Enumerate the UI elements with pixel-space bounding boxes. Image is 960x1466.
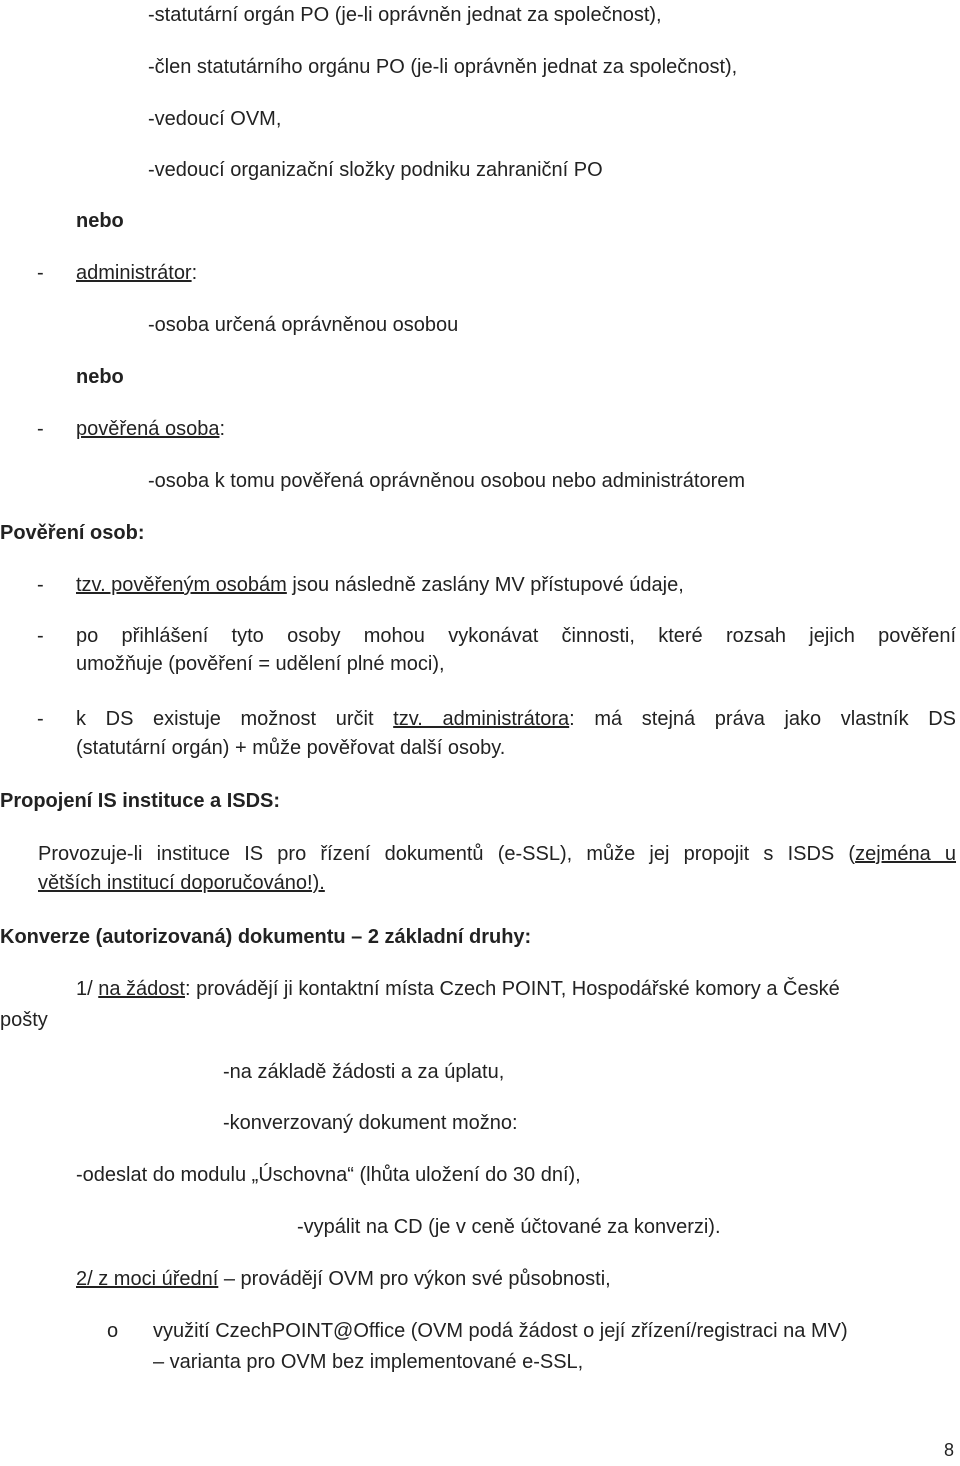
delegation-item-3-pre: k DS existuje možnost určit bbox=[76, 708, 394, 730]
integration-line-2: větších institucí doporučováno!). bbox=[38, 872, 325, 894]
delegated-persons-term: tzv. pověřeným osobám bbox=[76, 574, 287, 596]
conversion-bullet-line-1: využití CzechPOINT@Office (OVM podá žádost o její zřízení/registraci na MV) bbox=[153, 1320, 848, 1342]
delegation-item-2-line-2: umožňuje (pověření = udělení plné moci), bbox=[76, 653, 445, 675]
list-dash: - bbox=[37, 625, 44, 647]
delegate-item bbox=[76, 417, 225, 441]
statutory-item-3: -vedoucí OVM, bbox=[148, 108, 282, 130]
delegation-heading: Pověření osob: bbox=[0, 522, 145, 544]
admin-label: administrátor bbox=[76, 262, 192, 284]
integration-line-1 bbox=[38, 842, 956, 866]
delegation-item-2-line-1 bbox=[76, 624, 956, 648]
point-1-text: : provádějí ji kontaktní místa Czech POINT, Hospodářské komory a České bbox=[184, 978, 840, 1000]
delegation-item-3-line-1 bbox=[76, 707, 956, 731]
list-dash: - bbox=[37, 418, 44, 440]
list-dash: - bbox=[37, 708, 44, 730]
admin-description: -osoba určená oprávněnou osobou bbox=[148, 314, 459, 336]
conversion-heading: Konverze (autorizovaná) dokumentu – 2 základní druhy: bbox=[0, 926, 532, 948]
statutory-item-4: -vedoucí organizační složky podniku zahraniční PO bbox=[148, 159, 603, 181]
delegation-item-1 bbox=[76, 573, 684, 597]
conversion-point-1 bbox=[76, 977, 840, 1001]
delegate-colon: : bbox=[219, 418, 226, 440]
nebo-label: nebo bbox=[76, 366, 124, 388]
conversion-sub-1: -na základě žádosti a za úplatu, bbox=[223, 1061, 505, 1083]
conversion-sub-3: -odeslat do modulu „Úschovna“ (lhůta uložení do 30 dní), bbox=[76, 1164, 581, 1186]
statutory-item-1: -statutární orgán PO (je-li oprávněn jednat za společnost), bbox=[148, 4, 662, 26]
on-request-term: na žádost bbox=[98, 978, 185, 1000]
conversion-point-1-line-2: pošty bbox=[0, 1009, 48, 1031]
delegate-label: pověřená osoba bbox=[76, 418, 220, 440]
integration-emphasis-1: zejména u bbox=[855, 843, 957, 865]
point-1-number: 1/ bbox=[76, 978, 99, 1000]
list-dash: - bbox=[37, 574, 44, 596]
conversion-point-2 bbox=[76, 1267, 611, 1291]
conversion-sub-2: -konverzovaný dokument možno: bbox=[223, 1112, 518, 1134]
point-2-text: – provádějí OVM pro výkon své působnosti, bbox=[218, 1268, 611, 1290]
delegation-item-2-text: po přihlášení tyto osoby mohou vykonávat činnosti, které rozsah jejich pověření bbox=[76, 625, 956, 647]
bullet-o: o bbox=[107, 1320, 119, 1342]
nebo-label: nebo bbox=[76, 210, 124, 232]
administrator-term: tzv. administrátora bbox=[393, 708, 570, 730]
conversion-sub-4: -vypálit na CD (je v ceně účtované za konverzi). bbox=[297, 1216, 721, 1238]
ex-officio-term: 2/ z moci úřední bbox=[76, 1268, 219, 1290]
integration-text: Provozuje-li instituce IS pro řízení dokumentů (e-SSL), může jej propojit s ISDS ( bbox=[38, 843, 856, 865]
delegation-item-1-text: jsou následně zaslány MV přístupové údaje, bbox=[286, 574, 684, 596]
page-number: 8 bbox=[944, 1440, 955, 1460]
list-dash: - bbox=[37, 262, 44, 284]
admin-item bbox=[76, 261, 197, 285]
admin-colon: : bbox=[191, 262, 198, 284]
delegate-description: -osoba k tomu pověřená oprávněnou osobou nebo administrátorem bbox=[148, 470, 746, 492]
delegation-item-3-post: : má stejná práva jako vlastník DS bbox=[569, 708, 957, 730]
integration-heading: Propojení IS instituce a ISDS: bbox=[0, 790, 281, 812]
delegation-item-3-line-2: (statutární orgán) + může pověřovat další osoby. bbox=[76, 737, 506, 759]
statutory-item-2: -člen statutárního orgánu PO (je-li oprávněn jednat za společnost), bbox=[148, 56, 738, 78]
conversion-bullet-line-2: – varianta pro OVM bez implementované e-SSL, bbox=[153, 1351, 584, 1373]
